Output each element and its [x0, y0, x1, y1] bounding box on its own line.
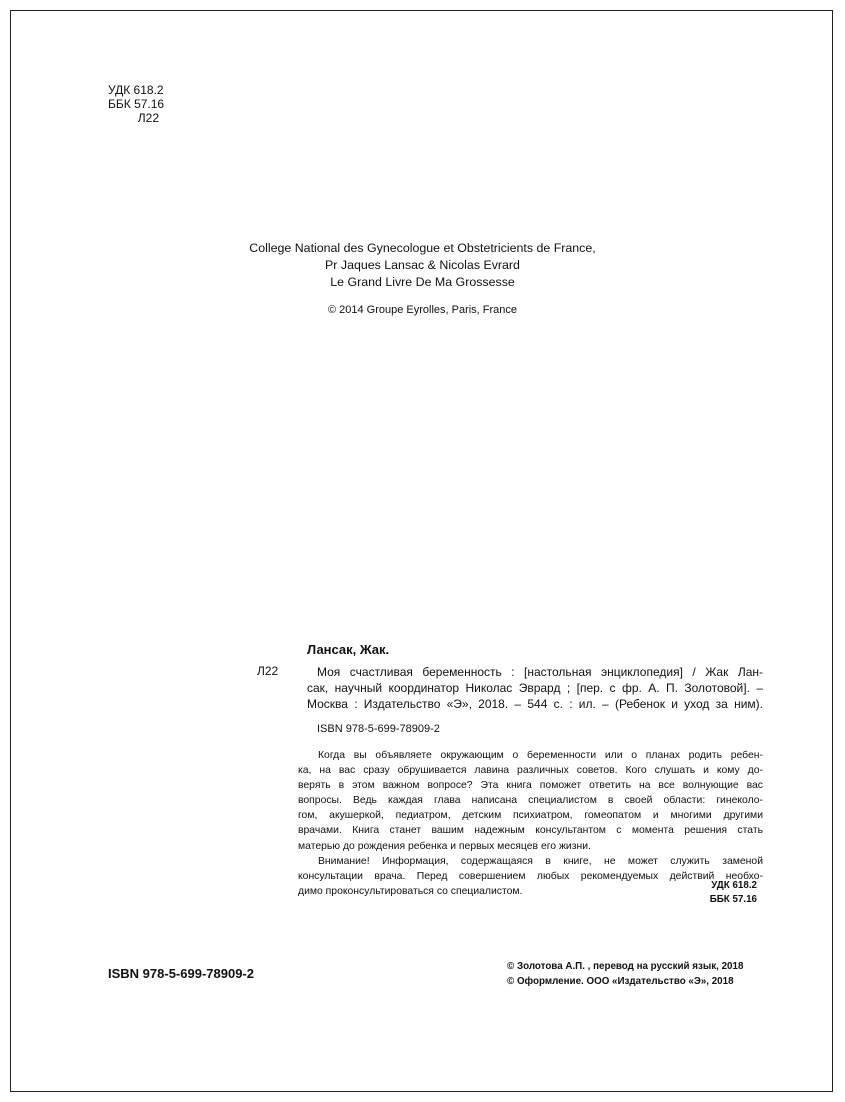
annotation-line: Внимание! Информация, содержащаяся в книге, не может служить заменой — [318, 855, 763, 867]
udk-code: УДК 618.2 — [108, 83, 164, 97]
page — [10, 10, 833, 1092]
translation-copyright: © Золотова А.П. , перевод на русский язык, 2018 — [507, 961, 744, 972]
bbk-code-bottom: ББК 57.16 — [709, 894, 757, 905]
annotation-line: верять в этом важном вопросе? Эта книга поможет ответить на все волнующие вас — [298, 780, 763, 792]
bib-line: Москва : Издательство «Э», 2018. – 544 с. : ил. – (Ребенок и уход за ним). — [307, 697, 763, 711]
annotation-line: гом, акушеркой, педиатром, детским психиатром, гомеопатом и многими другими — [298, 810, 763, 822]
original-authors: Pr Jaques Lansac & Nicolas Evrard — [325, 258, 520, 272]
author-mark: Л22 — [137, 111, 159, 125]
annotation-paragraph — [298, 748, 763, 854]
bib-isbn: ISBN 978-5-699-78909-2 — [317, 723, 440, 735]
copyright-notices — [507, 959, 743, 989]
original-edition — [11, 240, 834, 319]
isbn-main: ISBN 978-5-699-78909-2 — [108, 966, 254, 981]
udk-code-bottom: УДК 618.2 — [711, 880, 757, 891]
annotation-line: врачами. Книга станет вашим надежным консультантом с момента решения стать — [298, 825, 763, 837]
annotation-line: консультации врача. Перед совершением любых рекомендуемых действий необхо- — [298, 870, 763, 882]
annotation-line: Когда вы объявляете окружающим о беременности или о планах родить ребен- — [318, 750, 763, 761]
bib-author: Лансак, Жак. — [307, 642, 390, 657]
annotation-line: димо проконсультироваться со специалистом. — [298, 885, 523, 897]
bib-description — [307, 664, 763, 712]
original-copyright: © 2014 Groupe Eyrolles, Paris, France — [327, 304, 518, 316]
original-title: Le Grand Livre De Ma Grossesse — [330, 275, 515, 289]
classification-bottom — [687, 879, 757, 907]
classification-top — [108, 83, 163, 125]
bib-line: сак, научный координатор Николас Эврард ; [пер. с фр. А. П. Золотовой]. – — [307, 681, 763, 695]
bbk-code: ББК 57.16 — [108, 97, 165, 111]
original-publisher: College National des Gynecologue et Obstetricients de France, — [249, 241, 596, 255]
bib-line: Моя счастливая беременность : [настольная энциклопедия] / Жак Лан- — [317, 665, 763, 679]
bib-author-mark: Л22 — [257, 664, 279, 678]
annotation-line: вопросы. Ведь каждая глава написана специалистом в своей области: гинеколо- — [298, 795, 763, 807]
annotation-line: ка, на вас сразу обрушивается лавина различных советов. Кого слушать и кому до- — [298, 765, 763, 777]
annotation-line: матерью до рождения ребенка и первых месяцев его жизни. — [298, 840, 591, 852]
design-copyright: © Оформление. ООО «Издательство «Э», 2018 — [507, 976, 734, 987]
annotation — [298, 748, 763, 899]
